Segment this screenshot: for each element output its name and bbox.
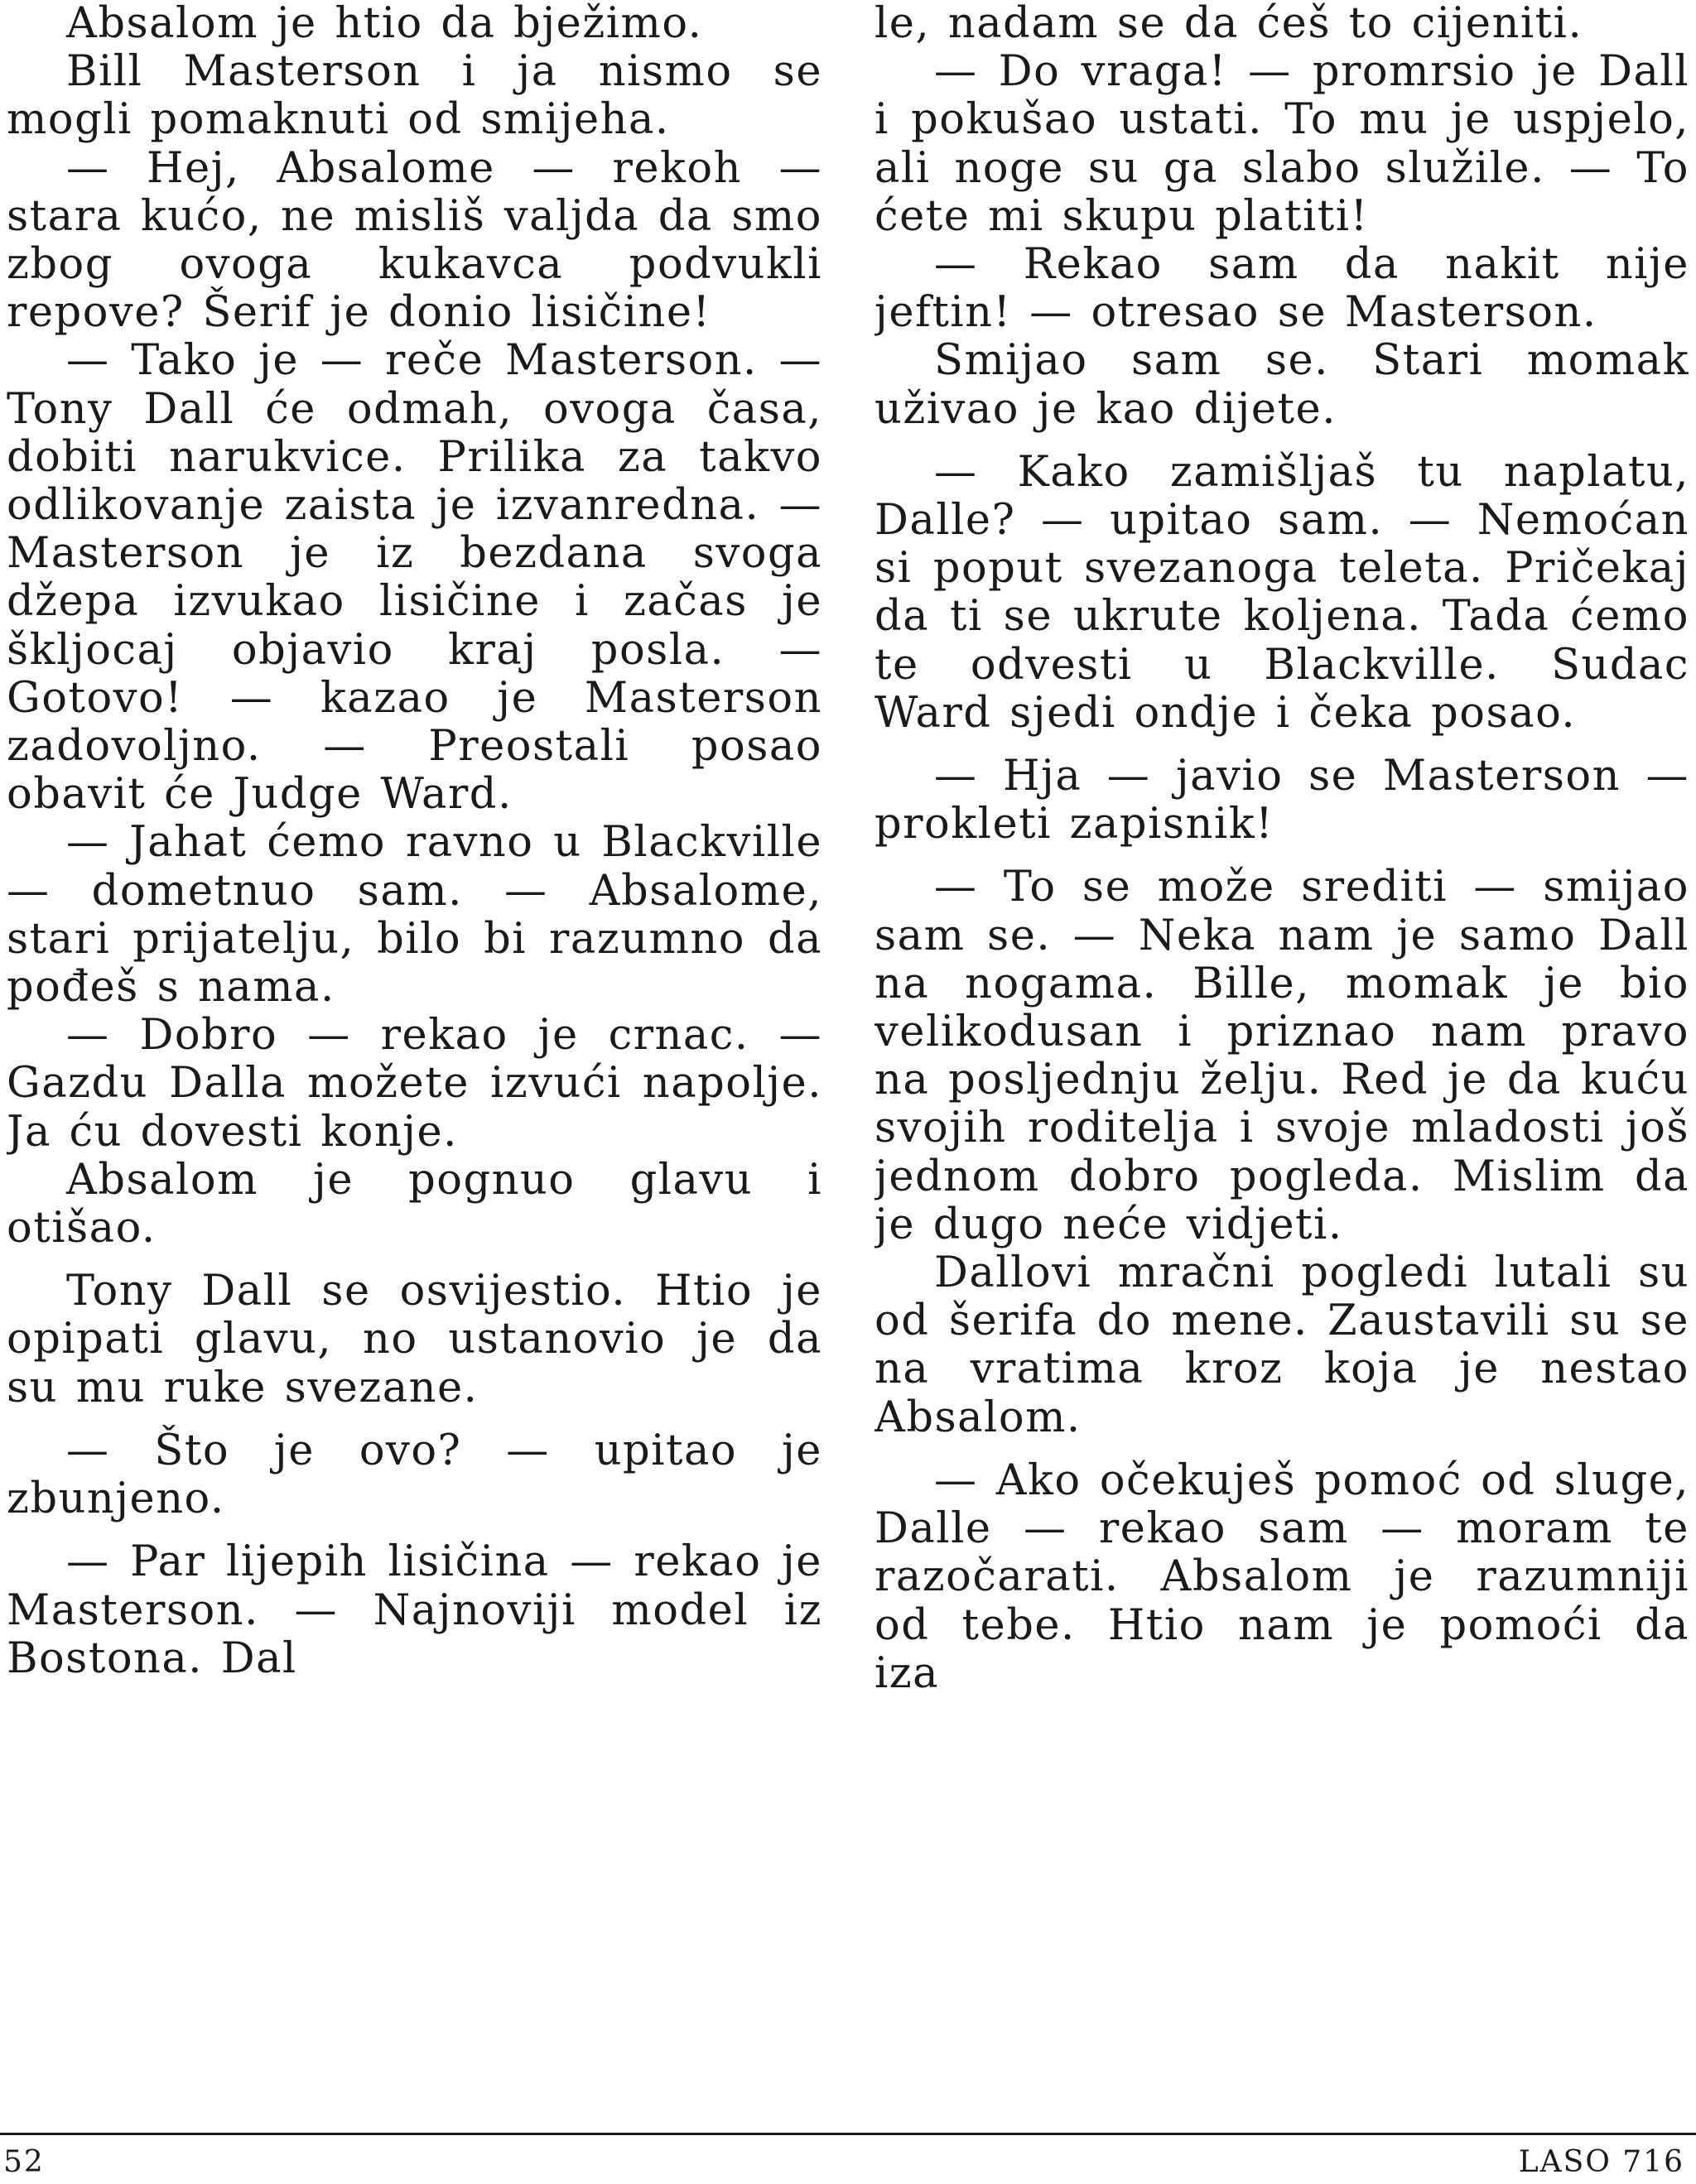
paragraph: — Dobro — rekao je crnac. — Gazdu Dalla možete izvući napolje. Ja ću dovesti konje.: [7, 1011, 822, 1157]
paragraph: — Hej, Absalome — rekoh — stara kućo, ne misliš valjda da smo zbog ovoga kukavca podvukli repove? Šerif je donio lisičine!: [7, 143, 822, 338]
paragraph: Bill Masterson i ja nismo se mogli pomaknuti od smijeha.: [7, 47, 822, 145]
paragraph: — Kako zamišljaš tu naplatu, Dalle? — upitao sam. — Nemoćan si poput svezanoga teleta. Pričekaj da ti se ukrute koljena. Tada ćemo te odvesti u Blackville. Sudac Ward sjedi ondje i čeka posao.: [874, 447, 1689, 738]
paragraph: — Hja — javio se Masterson — prokleti zapisnik!: [874, 752, 1689, 849]
paragraph: — To se može srediti — smijao sam se. — Neka nam je samo Dall na nogama. Bille, momak je bio velikodusan i priznao nam pravo na posljednju želju. Red je da kuću svojih roditelja i svoje mladosti još jednom dobro pogleda. Mislim da je dugo neće vidjeti.: [874, 863, 1689, 1249]
publication-issue: LASO 716: [1518, 2145, 1684, 2179]
paragraph: — Što je ovo? — upitao je zbunjeno.: [7, 1426, 822, 1524]
paragraph: — Tako je — reče Masterson. — Tony Dall će odmah, ovoga časa, dobiti narukvice. Prilika za takvo odlikovanje zaista je izvanredna. — Masterson je iz bezdana svoga džepa izvukao lisičine i začas je škljocaj objavio kraj posla. — Gotovo! — kazao je Masterson zadovoljno. — Preostali posao obavit će Judge Ward.: [7, 336, 822, 820]
footer-rule: [0, 2133, 1696, 2135]
paragraph: Tony Dall se osvijestio. Htio je opipati glavu, no ustanovio je da su mu ruke svezane.: [7, 1267, 822, 1412]
paragraph: le, nadam se da ćeš to cijeniti.: [874, 0, 1583, 48]
right-text-column: [874, 0, 1689, 2086]
paragraph: — Rekao sam da nakit nije jeftin! — otresao se Masterson.: [874, 240, 1689, 338]
paragraph: Smijao sam se. Stari momak uživao je kao dijete.: [874, 336, 1689, 434]
page-number: 52: [3, 2145, 45, 2179]
paragraph: — Do vraga! — promrsio je Dall i pokušao ustati. To mu je uspjelo, ali noge su ga slabo služile. — To ćete mi skupu platiti!: [874, 47, 1689, 241]
paragraph: Absalom je htio da bježimo.: [66, 0, 703, 48]
left-text-column: [7, 0, 822, 2086]
paragraph: — Ako očekuješ pomoć od sluge, Dalle — rekao sam — moram te razočarati. Absalom je razumniji od tebe. Htio nam je pomoći da iza: [874, 1455, 1689, 1698]
paragraph: — Par lijepih lisičina — rekao je Masterson. — Najnoviji model iz Bostona. Dal: [7, 1537, 822, 1683]
paragraph: Absalom je pognuo glavu i otišao.: [7, 1155, 822, 1253]
paragraph: — Jahat ćemo ravno u Blackville — dometnuo sam. — Absalome, stari prijatelju, bilo bi razumno da pođeš s nama.: [7, 818, 822, 1013]
paragraph: Dallovi mračni pogledi lutali su od šerifa do mene. Zaustavili su se na vratima kroz koja je nestao Absalom.: [874, 1248, 1689, 1442]
